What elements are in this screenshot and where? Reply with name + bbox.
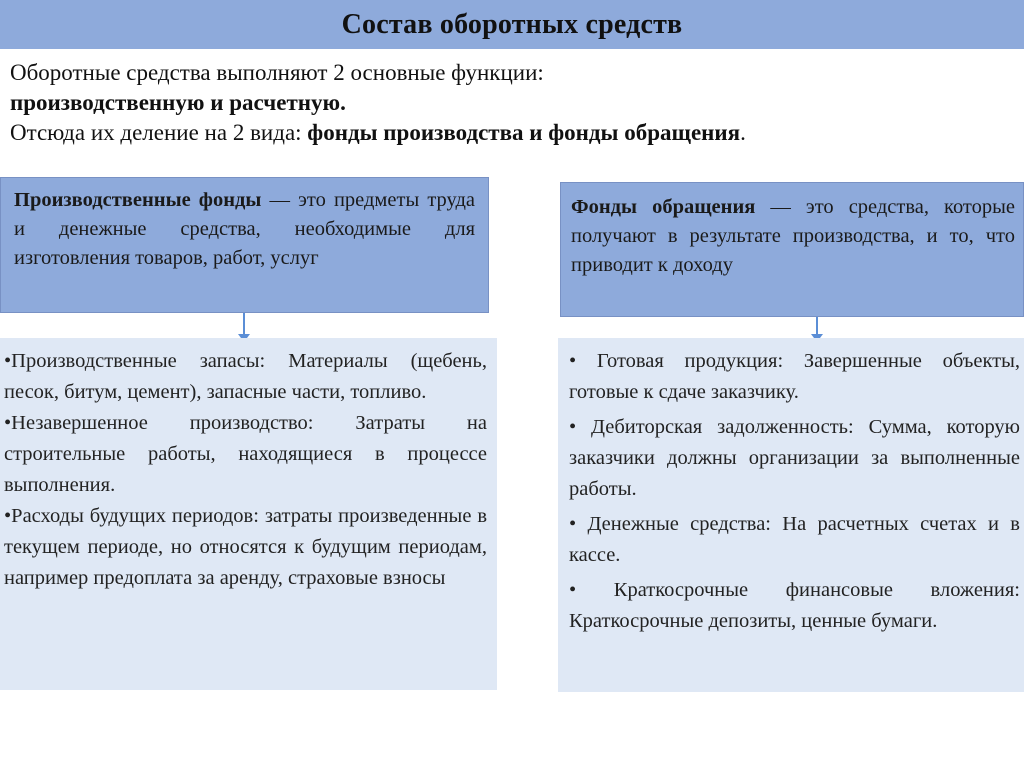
intro-line-3-bold: фонды производства и фонды обращения bbox=[307, 120, 741, 145]
list-item: •Расходы будущих периодов: затраты произведенные в текущем периоде, но относятся к будущим периодам, например предоплата за аренду, страховые взносы bbox=[4, 505, 487, 589]
circulation-funds-list bbox=[558, 338, 1024, 692]
intro-line-3-prefix: Отсюда их деление на 2 вида: bbox=[10, 120, 308, 145]
production-funds-definition bbox=[0, 177, 489, 313]
circulation-funds-term: Фонды обращения bbox=[571, 196, 756, 218]
production-funds-term: Производственные фонды bbox=[14, 189, 262, 211]
list-item: •Незавершенное производство: Затраты на строительные работы, находящиеся в процессе выполнения. bbox=[4, 412, 487, 496]
list-item: • Дебиторская задолженность: Сумма, которую заказчики должны организации за выполненные работы. bbox=[569, 416, 1020, 500]
production-funds-definition-text: — это предметы труда и денежные средства, необходимые для изготовления товаров, работ, услуг bbox=[14, 189, 476, 269]
title-bar bbox=[0, 0, 1024, 49]
down-arrow-icon bbox=[816, 317, 818, 338]
production-funds-list bbox=[0, 338, 497, 690]
list-item: • Денежные средства: На расчетных счетах и в кассе. bbox=[569, 513, 1020, 566]
circulation-funds-definition bbox=[560, 182, 1024, 317]
intro-text bbox=[10, 58, 1010, 148]
list-item: • Готовая продукция: Завершенные объекты, готовые к сдаче заказчику. bbox=[569, 350, 1020, 403]
intro-line-3 bbox=[10, 118, 1010, 148]
down-arrow-icon bbox=[243, 313, 245, 338]
page-title: Состав оборотных средств bbox=[341, 8, 683, 40]
circulation-funds-definition-text: — это средства, которые получают в результате производства, и то, что приводит к доходу bbox=[571, 196, 1015, 276]
intro-line-1: Оборотные средства выполняют 2 основные функции: bbox=[10, 60, 544, 85]
list-item: • Краткосрочные финансовые вложения: Краткосрочные депозиты, ценные бумаги. bbox=[569, 579, 1020, 632]
intro-line-3-suffix: . bbox=[740, 120, 746, 145]
intro-line-2: производственную и расчетную. bbox=[10, 90, 346, 115]
list-item: •Производственные запасы: Материалы (щебень, песок, битум, цемент), запасные части, топливо. bbox=[4, 350, 487, 403]
